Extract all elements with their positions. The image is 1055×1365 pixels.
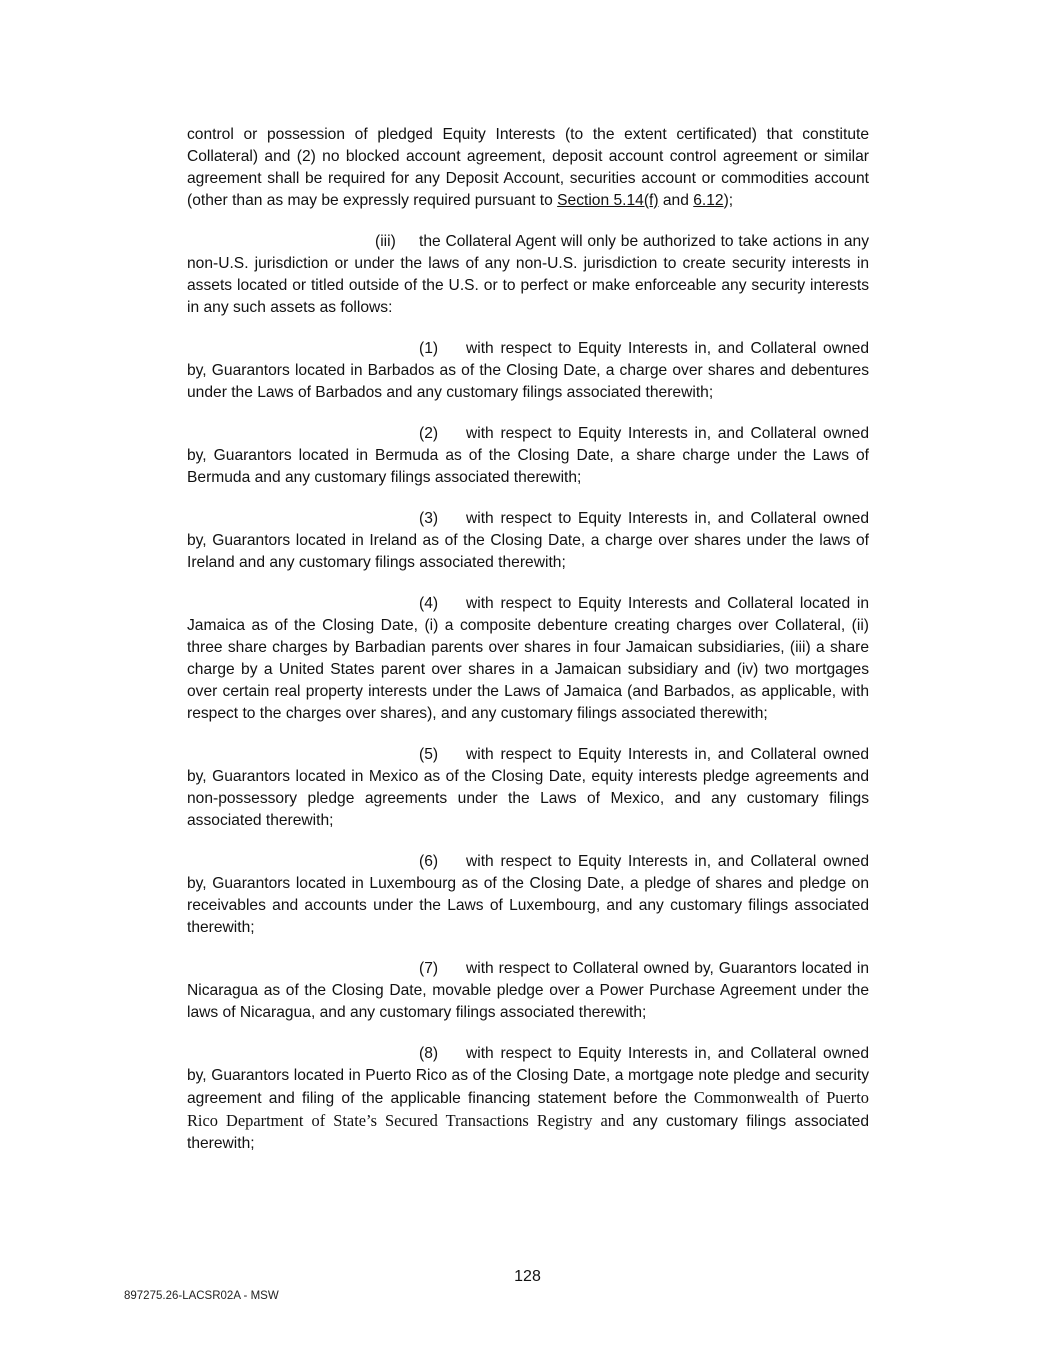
clause-iii-paragraph	[187, 231, 869, 319]
item-text: with respect to Equity Interests in, and Collateral owned by, Guarantors located in Ireland as of the Closing Date, a charge over shares under the laws of Ireland and any customary filings associated therewith;	[187, 510, 869, 571]
page-number: 128	[514, 1268, 541, 1285]
item-text-serif: Commonwealth of Puerto Rico Department of State’s Secured Transactions Registry and	[187, 1088, 869, 1130]
item-text: with respect to Equity Interests in, and Collateral owned by, Guarantors located in Bermuda as of the Closing Date, a share charge under the Laws of Bermuda and any customary filings associated therewith;	[187, 425, 869, 486]
document-body	[187, 124, 869, 1174]
item-text: with respect to Collateral owned by, Guarantors located in Nicaragua as of the Closing Date, movable pledge over a Power Purchase Agreement under the laws of Nicaragua, and any customary filings associated therewith;	[187, 960, 869, 1021]
item-text-end: any customary filings associated therewith;	[187, 1113, 869, 1152]
section-reference-link: 6.12	[693, 192, 724, 209]
intro-text-a: control or possession of pledged Equity Interests (to the extent certificated) that constitute Collateral) and (2) no blocked account agreement, deposit account control agreement or similar agreement shall be required for any Deposit Account, securities account or commodities account (other than as may be expressly required pursuant to	[187, 126, 869, 209]
clause-text: the Collateral Agent will only be authorized to take actions in any non-U.S. jurisdiction or under the laws of any non-U.S. jurisdiction to create security interests in assets located or titled outside of the U.S. or to perfect or make enforceable any security interests in any such assets as follows:	[187, 233, 869, 316]
item-label: (5)	[419, 746, 439, 763]
intro-text-b: and	[658, 192, 694, 209]
list-item	[187, 851, 869, 939]
intro-paragraph	[187, 124, 869, 212]
item-label: (1)	[419, 340, 439, 357]
intro-text-c: );	[723, 192, 734, 209]
item-text: with respect to Equity Interests in, and Collateral owned by, Guarantors located in Mexico as of the Closing Date, equity interests pledge agreements and non-possessory pledge agreements under the Laws of Mexico, and any customary filings associated therewith;	[187, 746, 869, 829]
list-item	[187, 508, 869, 574]
item-label: (2)	[419, 425, 439, 442]
item-text: with respect to Equity Interests in, and Collateral owned by, Guarantors located in Luxembourg as of the Closing Date, a pledge of shares and pledge on receivables and accounts under the Laws of Luxembourg, and any customary filings associated therewith;	[187, 853, 869, 936]
item-text: with respect to Equity Interests in, and Collateral owned by, Guarantors located in Barbados as of the Closing Date, a charge over shares and debentures under the Laws of Barbados and any customary filings associated therewith;	[187, 340, 869, 401]
list-item	[187, 338, 869, 404]
item-label: (6)	[419, 853, 439, 870]
clause-label: (iii)	[375, 233, 396, 250]
list-item	[187, 958, 869, 1024]
item-label: (4)	[419, 595, 439, 612]
item-label: (8)	[419, 1045, 439, 1062]
list-item	[187, 423, 869, 489]
item-label: (7)	[419, 960, 439, 977]
list-item	[187, 593, 869, 725]
list-item	[187, 744, 869, 832]
item-text: with respect to Equity Interests in, and Collateral owned by, Guarantors located in Puerto Rico as of the Closing Date, a mortgage note pledge and security agreement and filing of the applicable financing statement before the	[187, 1045, 869, 1107]
document-id: 897275.26-LACSR02A - MSW	[124, 1290, 279, 1302]
list-item	[187, 1043, 869, 1155]
section-reference-link: Section 5.14(f)	[557, 192, 659, 209]
item-label: (3)	[419, 510, 439, 527]
item-text: with respect to Equity Interests and Collateral located in Jamaica as of the Closing Date, (i) a composite debenture creating charges over Collateral, (ii) three share charges by Barbadian parents over shares in four Jamaican subsidiaries, (iii) a share charge by a United States parent over shares in a Jamaican subsidiary and (iv) two mortgages over certain real property interests under the Laws of Jamaica (and Barbados, as applicable, with respect to the charges over shares), and any customary filings associated therewith;	[187, 595, 869, 722]
